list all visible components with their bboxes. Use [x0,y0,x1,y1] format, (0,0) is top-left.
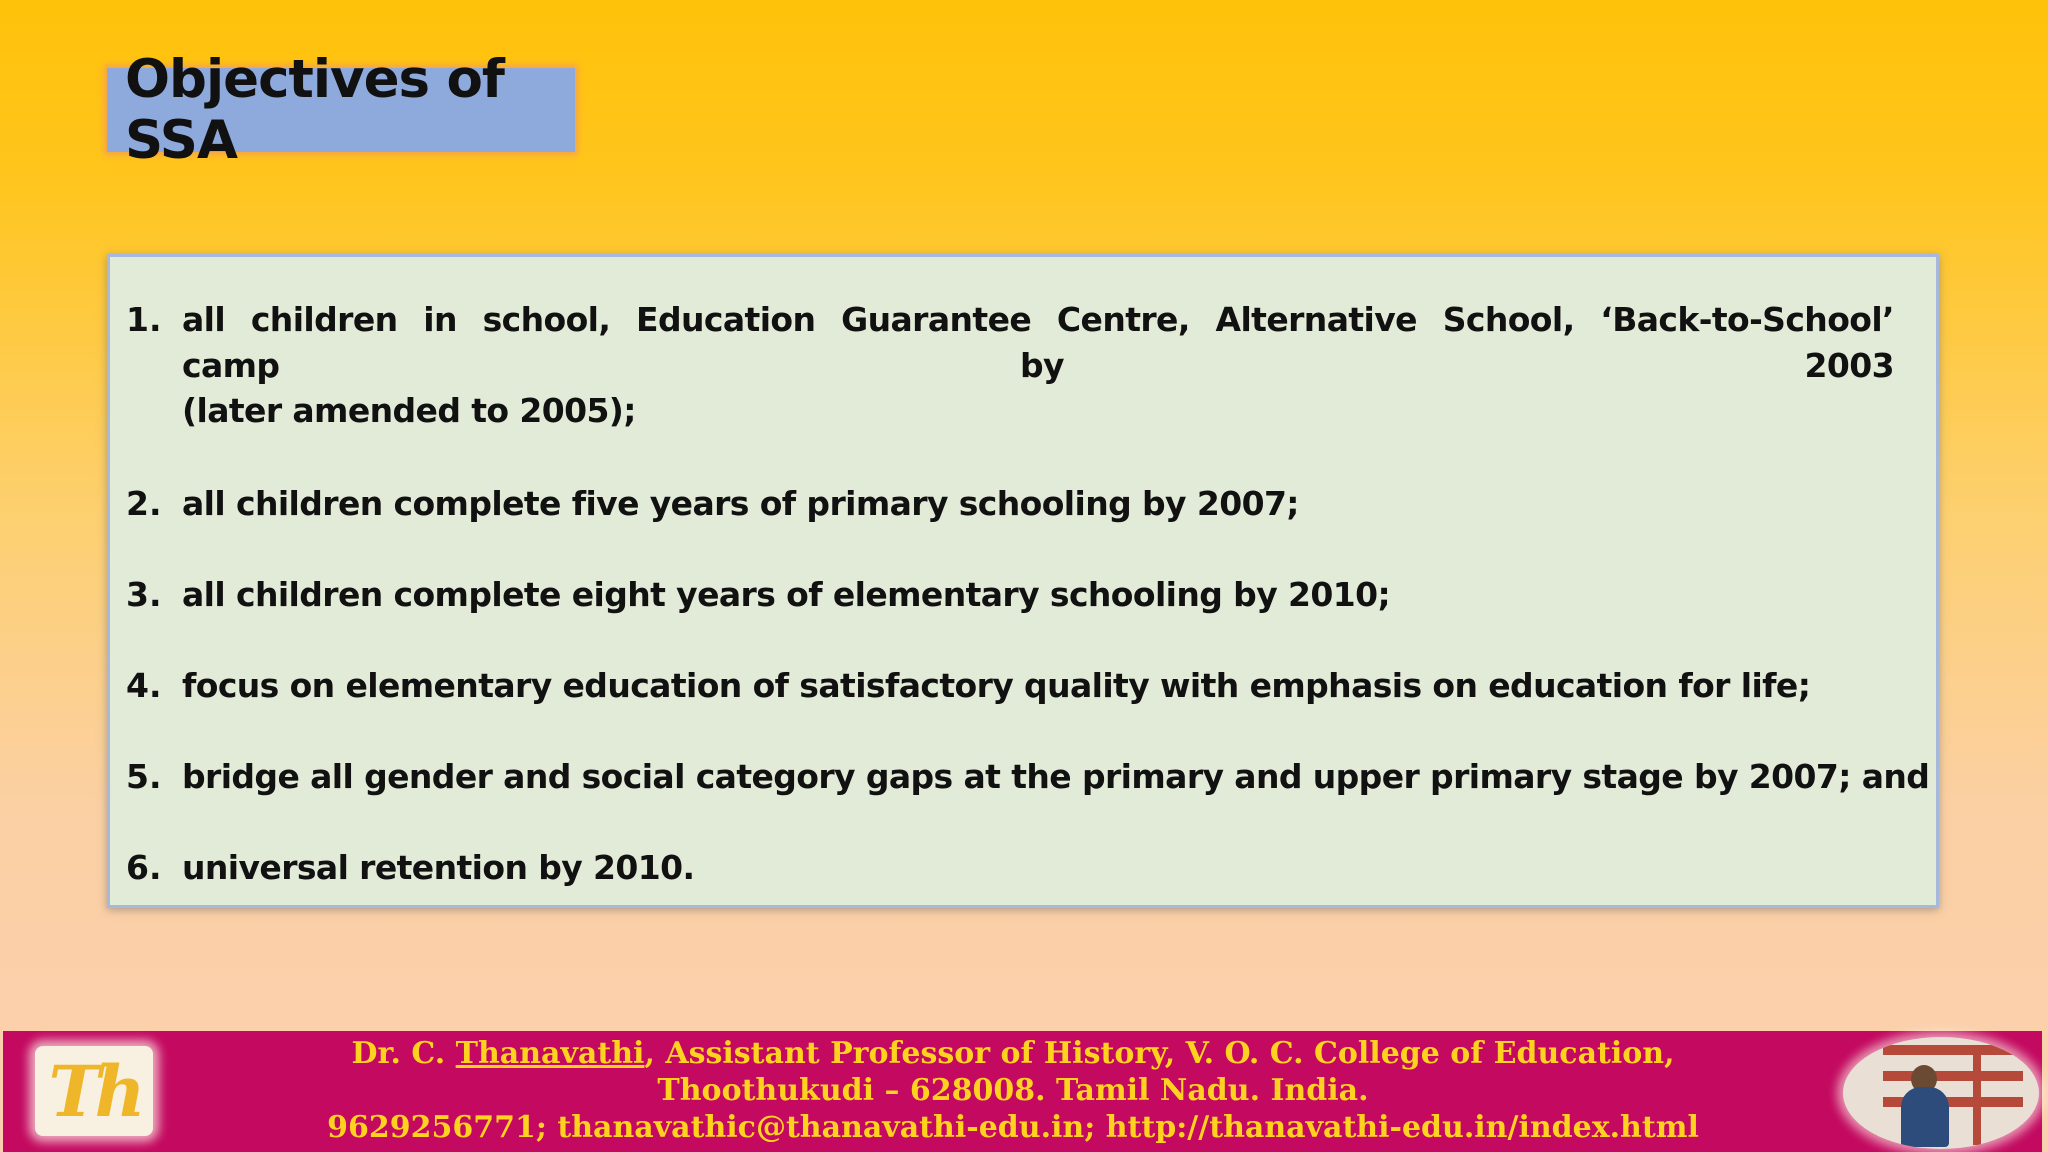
slide-title: Objectives of SSA [125,49,504,171]
footer-line-3: 9629256771; thanavathic@thanavathi-edu.in; http://thanavathi-edu.in/index.html [327,1110,1699,1145]
objectives-box [107,254,1939,908]
author-photo [1843,1037,2039,1149]
footer-name-prefix: Dr. C. [351,1036,456,1071]
footer-credits [193,1035,1833,1146]
objective-text: focus on elementary education of satisfactory quality with emphasis on education for life; [182,666,1811,705]
footer-line-2: Thoothukudi – 628008. Tamil Nadu. India. [657,1073,1369,1108]
objective-text: all children complete five years of primary schooling by 2007; [182,484,1299,523]
objective-number: 5. [126,757,162,796]
objective-text: universal retention by 2010. [182,848,695,887]
objective-number: 6. [126,848,162,887]
objective-number: 4. [126,666,162,705]
logo-text: Th [48,1049,140,1133]
objective-text: bridge all gender and social category gaps at the primary and upper primary stage by 2007; and [182,757,1930,796]
objective-number: 1. [126,300,162,339]
footer-banner [3,1031,2042,1152]
objective-text: all children complete eight years of elementary schooling by 2010; [182,575,1391,614]
objective-text: all children in school, Education Guarantee Centre, Alternative School, ‘Back-to-School’ camp by 2003 [182,300,1894,385]
objective-text-continued: (later amended to 2005); [182,391,636,430]
objective-number: 2. [126,484,162,523]
objective-number: 3. [126,575,162,614]
footer-line-1 [193,1035,1833,1072]
title-box [107,49,575,171]
footer-name: Thanavathi [455,1036,645,1071]
footer-name-suffix: , Assistant Professor of History, V. O. C. College of Education, [644,1036,1675,1071]
logo [35,1046,153,1136]
